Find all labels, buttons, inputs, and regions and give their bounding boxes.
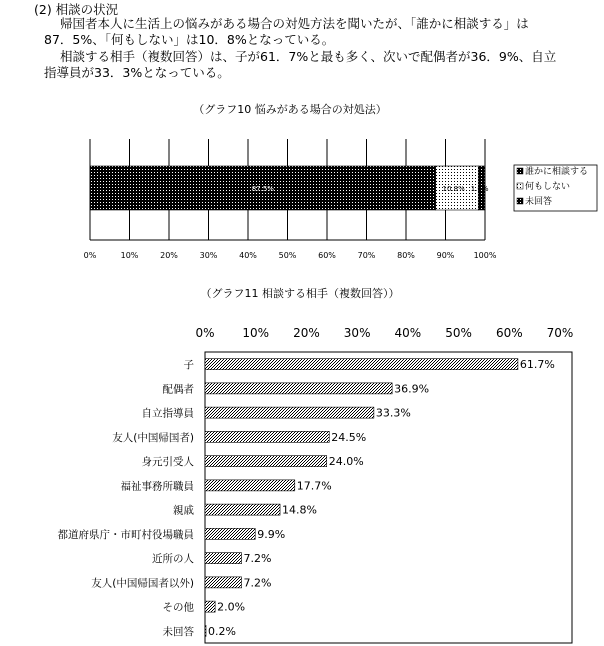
chart11-data-label: 0.2% bbox=[208, 624, 236, 638]
chart11-bar bbox=[205, 383, 392, 394]
chart11-tick-label: 40% bbox=[394, 326, 422, 340]
chart11-x-axis bbox=[195, 326, 573, 340]
chart11-bar bbox=[205, 577, 242, 588]
chart11-category-labels bbox=[58, 359, 195, 638]
paragraph-line: 相談する相手（複数回答）は、子が61．7%と最も多く、次いで配偶者が36．9%、自立 bbox=[60, 49, 557, 64]
chart11-bar bbox=[205, 601, 215, 612]
chart11-data-label: 7.2% bbox=[243, 552, 272, 566]
chart11-category-label: 友人(中国帰国者以外) bbox=[91, 577, 194, 590]
section-heading: (2) 相談の状況 bbox=[34, 2, 119, 17]
chart11-bar bbox=[205, 528, 255, 539]
chart11-category-label: 配偶者 bbox=[162, 383, 194, 396]
chart11-tick-label: 50% bbox=[445, 326, 472, 340]
chart11-bar bbox=[205, 625, 206, 636]
chart11-data-label: 61.7% bbox=[519, 358, 555, 372]
chart11-tick-label: 20% bbox=[293, 326, 320, 340]
chart10-legend-label: 何もしない bbox=[525, 182, 571, 192]
chart10-tick-label: 0% bbox=[83, 251, 97, 260]
chart11-data-label: 14.8% bbox=[282, 503, 318, 517]
chart11-bar bbox=[205, 431, 329, 442]
chart11-data-label: 33.3% bbox=[375, 406, 411, 420]
chart10-legend bbox=[514, 165, 597, 211]
chart10-legend-swatch bbox=[517, 168, 523, 174]
paragraph-line: 帰国者本人に生活上の悩みがある場合の対処方法を聞いたが、「誰かに相談する」は bbox=[60, 16, 529, 31]
chart10-legend-swatch bbox=[517, 183, 523, 189]
chart11-data-label: 9.9% bbox=[257, 527, 286, 541]
chart11-tick-label: 30% bbox=[343, 326, 371, 340]
chart10-tick-label: 40% bbox=[239, 251, 257, 260]
chart11-category-label: 自立指導員 bbox=[141, 407, 194, 420]
chart11-bars bbox=[205, 358, 555, 638]
chart10-x-axis bbox=[84, 251, 497, 260]
chart10-tick-label: 70% bbox=[357, 251, 376, 260]
chart11-data-label: 36.9% bbox=[394, 382, 430, 396]
chart10-data-label: 10.8% bbox=[442, 185, 465, 193]
chart10-data-label: 1.6% bbox=[470, 185, 489, 193]
chart10-bars bbox=[90, 166, 489, 210]
chart10-legend-label: 誰かに相談する bbox=[525, 167, 589, 177]
chart11-category-label: 友人(中国帰国者) bbox=[112, 431, 194, 444]
chart11-bar bbox=[205, 504, 280, 515]
chart11-data-label: 2.0% bbox=[217, 600, 246, 614]
chart11-category-label: その他 bbox=[162, 601, 194, 614]
chart10-tick-label: 60% bbox=[318, 251, 336, 260]
chart10-legend-label: 未回答 bbox=[525, 197, 553, 207]
chart11-category-label: 子 bbox=[183, 359, 194, 372]
chart10-tick-label: 20% bbox=[160, 251, 178, 260]
paragraph-line: 指導員が33．3%となっている。 bbox=[44, 65, 230, 80]
chart11-tick-label: 0% bbox=[195, 326, 215, 340]
chart11-data-label: 7.2% bbox=[243, 576, 272, 590]
chart10-tick-label: 80% bbox=[397, 251, 415, 260]
chart11-category-label: 身元引受人 bbox=[141, 456, 194, 469]
chart10-tick-label: 50% bbox=[278, 251, 297, 260]
chart11-bar bbox=[205, 456, 327, 467]
chart11-bar bbox=[205, 359, 518, 370]
paragraph-line: 87．5%、「何もしない」は10．8%となっている。 bbox=[44, 32, 335, 47]
chart10-legend-swatch bbox=[517, 198, 523, 204]
chart10-tick-label: 90% bbox=[436, 251, 455, 260]
chart10-data-label: 87.5% bbox=[251, 185, 274, 193]
chart10-tick-label: 30% bbox=[199, 251, 218, 260]
chart11-tick-label: 60% bbox=[495, 326, 523, 340]
chart11-data-label: 24.0% bbox=[328, 455, 364, 469]
chart11-tick-label: 70% bbox=[546, 326, 574, 340]
chart11-data-label: 17.7% bbox=[296, 479, 332, 493]
chart11-category-label: 近所の人 bbox=[152, 553, 194, 566]
chart11-tick-label: 10% bbox=[242, 326, 270, 340]
chart11-plot-frame bbox=[205, 352, 572, 643]
chart10-tick-label: 100% bbox=[473, 251, 497, 260]
chart11-bar bbox=[205, 553, 242, 564]
chart11-category-label: 未回答 bbox=[162, 625, 194, 638]
chart11-category-label: 都道府県庁・市町村役場職員 bbox=[57, 528, 194, 541]
chart11-data-label: 24.5% bbox=[331, 430, 367, 444]
chart11-category-label: 親戚 bbox=[173, 504, 194, 517]
chart10-tick-label: 10% bbox=[120, 251, 139, 260]
chart10-title: （グラフ10 悩みがある場合の対処法） bbox=[193, 103, 387, 116]
chart11-category-label: 福祉事務所職員 bbox=[120, 480, 194, 493]
chart11-bar bbox=[205, 407, 374, 418]
chart11-bar bbox=[205, 480, 295, 491]
chart11-title: （グラフ11 相談する相手（複数回答）） bbox=[200, 287, 400, 300]
